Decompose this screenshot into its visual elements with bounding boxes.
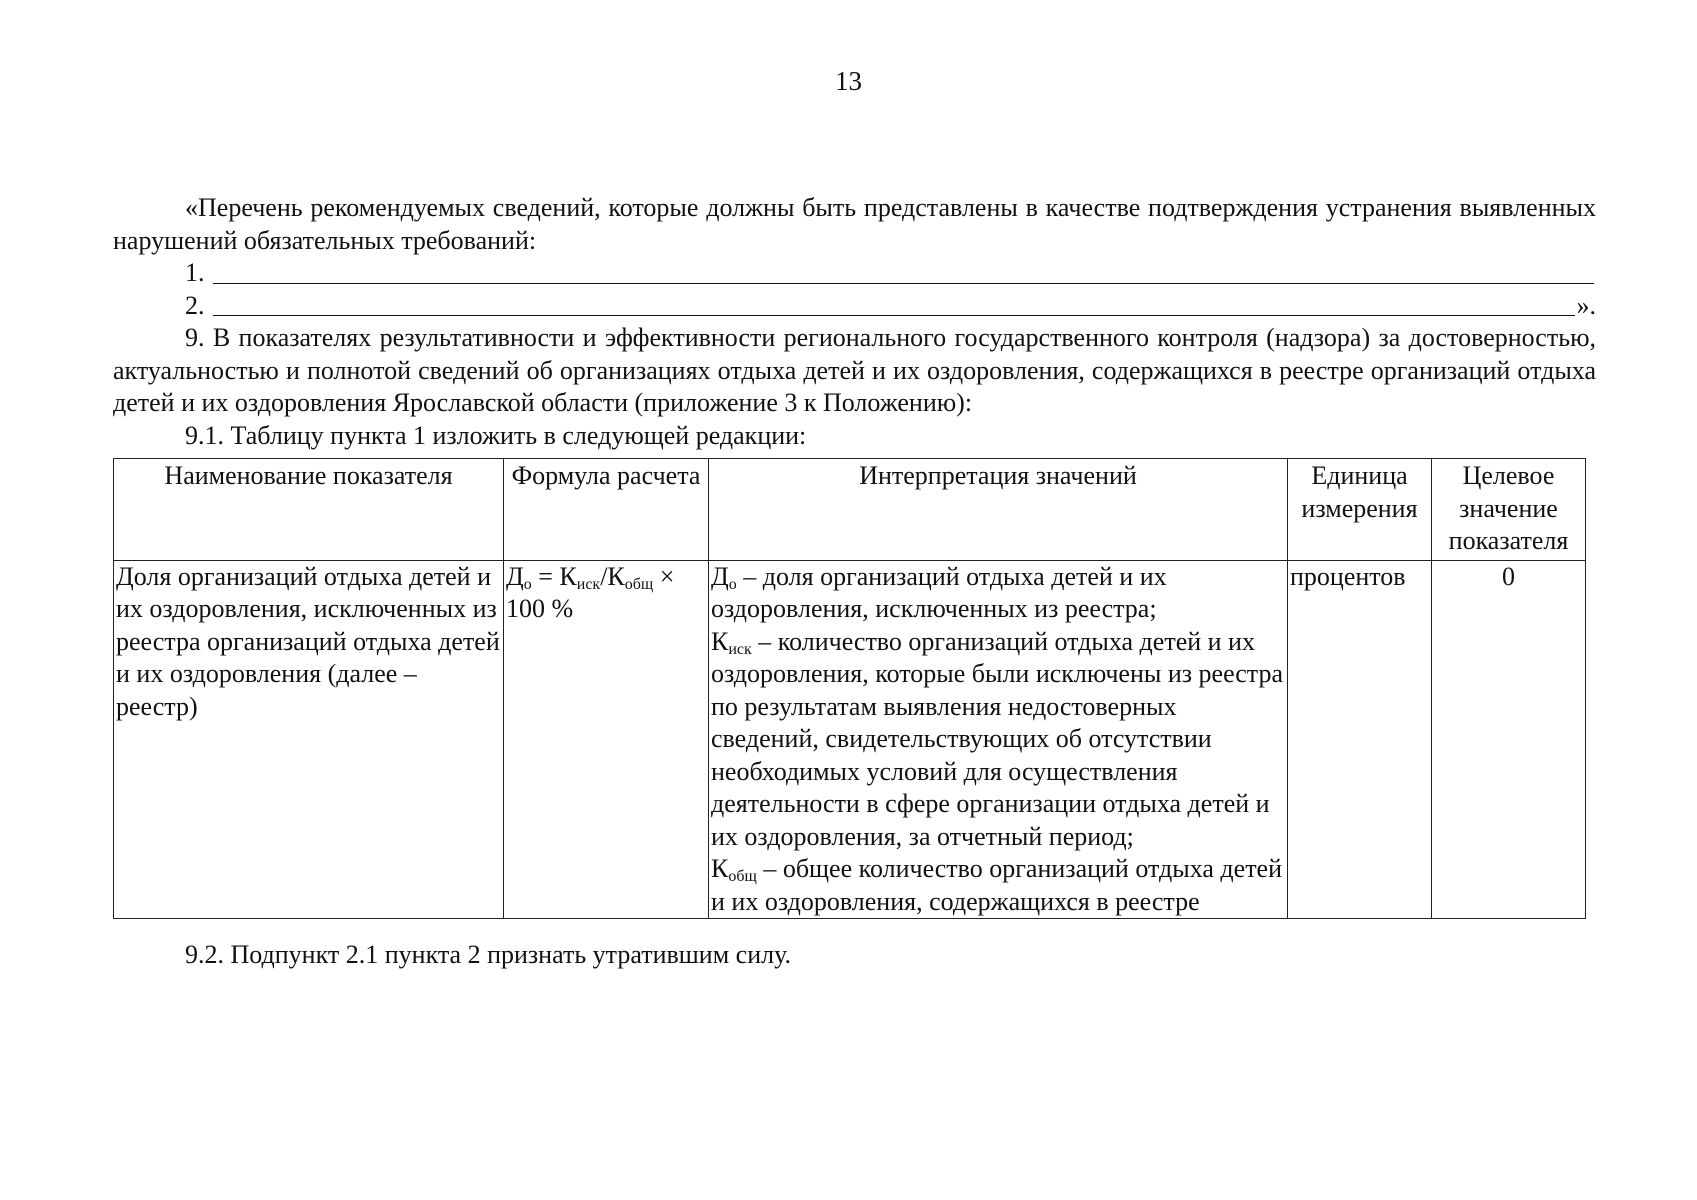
interpretation-line-3 — [711, 853, 1285, 918]
table-header-row — [114, 459, 1586, 561]
document-body — [113, 192, 1596, 998]
interp-sub: иск — [728, 640, 752, 658]
blank-item-number: 2. — [185, 290, 205, 320]
interp-sub: общ — [728, 868, 757, 885]
interp-symbol: К — [711, 854, 729, 883]
table-row — [114, 560, 1586, 919]
header-name: Наименование показателя — [114, 459, 504, 561]
formula-eq: = К — [531, 561, 577, 591]
blank-item-number: 1. — [185, 258, 205, 287]
interpretation-line-1 — [711, 561, 1285, 626]
interp-text: – количество организаций отдыха детей и их оздоровления, которые были исключены из реестра по результатам выявления недостоверных сведений, свидетельствующих об отсутствии необходимых условий для осуществления деятельности в сфере организации отдыха детей и их оздоровления, за отчетный период; — [711, 626, 1284, 851]
cell-indicator-name: Доля организаций отдыха детей и их оздоровления, исключенных из реестра организаций отдыха детей и их оздоровления (далее – реестр) — [114, 560, 504, 919]
interp-symbol: Д — [711, 561, 729, 591]
interp-text: – доля организаций отдыха детей и их оздоровления, исключенных из реестра; — [711, 561, 1167, 623]
paragraph-9-1: 9.1. Таблицу пункта 1 изложить в следующей редакции: — [185, 420, 807, 450]
formula-slash: /К — [600, 561, 625, 591]
header-interpretation: Интерпретация значений — [709, 459, 1288, 561]
paragraph-9: 9. В показателях результативности и эффективности регионального государственного контроля (надзора) за достоверностью, актуальностью и полнотой сведений об организациях отдыха детей и их оздоровления, содержащихся в реестре организаций отдыха детей и их оздоровления Ярославской области (приложение 3 к Положению): — [113, 323, 1596, 417]
blank-fill-line — [213, 315, 1575, 316]
formula-k2-sub: общ — [624, 575, 654, 593]
interpretation-line-2 — [711, 626, 1285, 854]
formula-d-sub: о — [523, 575, 532, 593]
interp-symbol: К — [711, 626, 729, 656]
header-unit: Единица измерения — [1288, 459, 1432, 561]
cell-formula — [504, 560, 709, 919]
cell-unit: процентов — [1288, 560, 1432, 919]
header-target: Целевое значение показателя — [1432, 459, 1586, 561]
interp-text: – общее количество организаций отдыха детей и их оздоровления, содержащихся в реестре — [711, 854, 1283, 916]
blank-fill-line — [213, 283, 1595, 284]
cell-target: 0 — [1432, 560, 1586, 919]
blank-item-2 — [113, 290, 1596, 323]
cell-interpretation — [709, 560, 1288, 919]
indicators-table — [113, 458, 1586, 919]
formula-k1-sub: иск — [576, 575, 601, 593]
paragraph-9-2: 9.2. Подпункт 2.1 пункта 2 признать утратившим силу. — [185, 940, 791, 969]
formula-rest: × 100 % — [506, 561, 675, 623]
interp-sub: о — [728, 575, 737, 593]
header-formula: Формула расчета — [504, 459, 709, 561]
blank-item-tail: ». — [1576, 290, 1596, 320]
page-number: 13 — [835, 66, 862, 96]
formula-d: Д — [506, 561, 524, 591]
blank-item-1 — [113, 257, 1596, 290]
intro-paragraph: «Перечень рекомендуемых сведений, которые должны быть представлены в качестве подтверждения устранения выявленных нарушений обязательных требований: — [113, 193, 1596, 255]
